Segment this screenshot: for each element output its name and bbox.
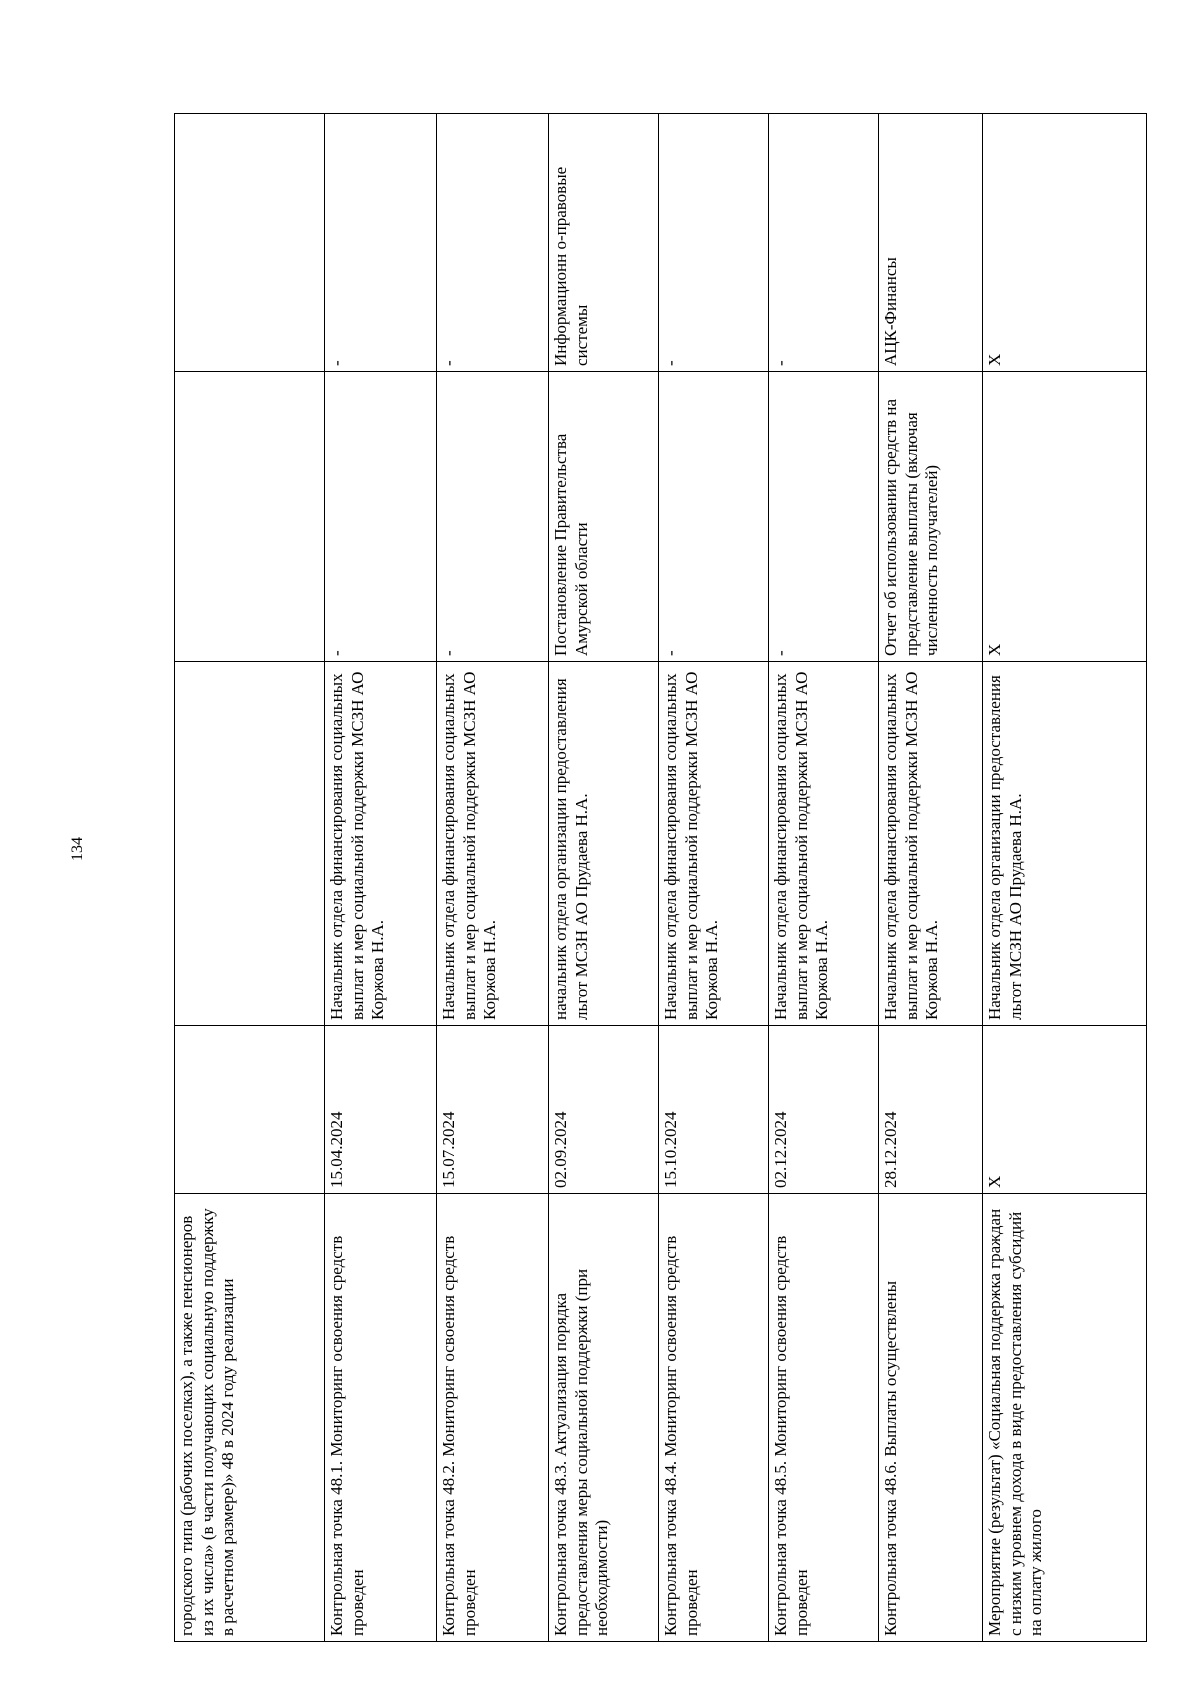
document-cell: X: [983, 372, 1147, 662]
responsible-cell: Начальник отдела финансирования социальных выплат и мер социальной поддержки МСЗН АО Коржова Н.А.: [437, 662, 549, 1026]
document-cell: Постановление Правительства Амурской области: [549, 372, 659, 662]
event-cell: Контрольная точка 48.4. Мониторинг освоения средств проведен: [659, 1194, 769, 1642]
table-row: [437, 114, 549, 1642]
system-cell: [175, 114, 325, 372]
system-cell: -: [437, 114, 549, 372]
system-cell: Информационн о-правовые системы: [549, 114, 659, 372]
system-cell: АЦК-Финансы: [879, 114, 983, 372]
date-cell: 28.12.2024: [879, 1026, 983, 1194]
event-cell: городского типа (рабочих поселках), а также пенсионеров из их числа» (в части получающих социальную поддержку в расчетном размере)» 48 в 2024 году реализации: [175, 1194, 325, 1642]
event-cell: Контрольная точка 48.3. Актуализация порядка предоставления меры социальной поддержки (при необходимости): [549, 1194, 659, 1642]
responsible-cell: Начальник отдела финансирования социальных выплат и мер социальной поддержки МСЗН АО Коржова Н.А.: [769, 662, 879, 1026]
event-cell: Контрольная точка 48.6. Выплаты осуществлены: [879, 1194, 983, 1642]
table-row: [549, 114, 659, 1642]
table-row: [659, 114, 769, 1642]
system-cell: -: [659, 114, 769, 372]
responsible-cell: Начальник отдела финансирования социальных выплат и мер социальной поддержки МСЗН АО Коржова Н.А.: [879, 662, 983, 1026]
event-cell: Контрольная точка 48.1. Мониторинг освоения средств проведен: [325, 1194, 437, 1642]
responsible-cell: Начальник отдела финансирования социальных выплат и мер социальной поддержки МСЗН АО Коржова Н.А.: [325, 662, 437, 1026]
document-cell: Отчет об использовании средств на представление выплаты (включая численность получателей): [879, 372, 983, 662]
document-cell: -: [769, 372, 879, 662]
document-cell: -: [437, 372, 549, 662]
event-cell: Контрольная точка 48.2. Мониторинг освоения средств проведен: [437, 1194, 549, 1642]
system-cell: X: [983, 114, 1147, 372]
date-cell: X: [983, 1026, 1147, 1194]
control-points-table: [174, 113, 1147, 1642]
date-cell: [175, 1026, 325, 1194]
responsible-cell: [175, 662, 325, 1026]
date-cell: 15.10.2024: [659, 1026, 769, 1194]
system-cell: -: [769, 114, 879, 372]
event-cell: Мероприятие (результат) «Социальная поддержка граждан с низким уровнем дохода в виде предоставления субсидий на оплату жилого: [983, 1194, 1147, 1642]
table-row: [769, 114, 879, 1642]
rotated-table-container: [174, 114, 1146, 1642]
date-cell: 02.09.2024: [549, 1026, 659, 1194]
table-row: [983, 114, 1147, 1642]
responsible-cell: Начальник отдела организации предоставления льгот МСЗН АО Прудаева Н.А.: [983, 662, 1147, 1026]
date-cell: 02.12.2024: [769, 1026, 879, 1194]
page-number: 134: [69, 837, 86, 861]
date-cell: 15.07.2024: [437, 1026, 549, 1194]
event-cell: Контрольная точка 48.5. Мониторинг освоения средств проведен: [769, 1194, 879, 1642]
responsible-cell: начальник отдела организации предоставления льгот МСЗН АО Прудаева Н.А.: [549, 662, 659, 1026]
system-cell: -: [325, 114, 437, 372]
responsible-cell: Начальник отдела финансирования социальных выплат и мер социальной поддержки МСЗН АО Коржова Н.А.: [659, 662, 769, 1026]
table-row: [325, 114, 437, 1642]
table-row: [879, 114, 983, 1642]
document-cell: -: [325, 372, 437, 662]
date-cell: 15.04.2024: [325, 1026, 437, 1194]
document-cell: [175, 372, 325, 662]
document-cell: -: [659, 372, 769, 662]
table-row: [175, 114, 325, 1642]
